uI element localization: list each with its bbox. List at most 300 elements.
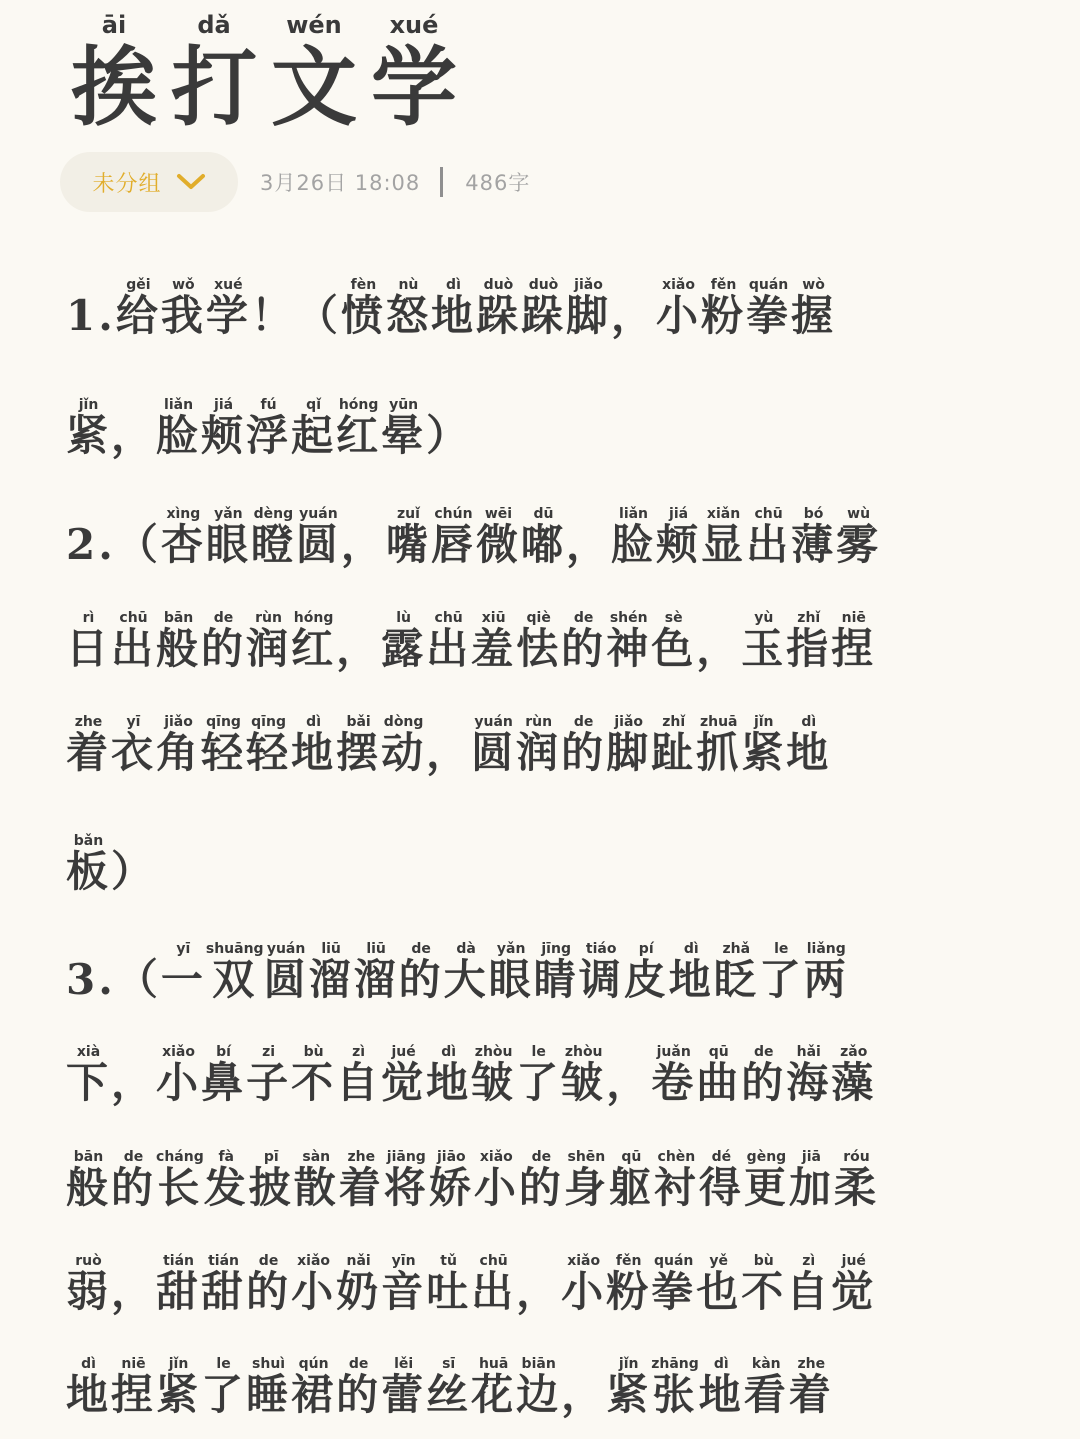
pinyin: bān <box>156 610 202 626</box>
pinyin: xiū <box>471 610 517 626</box>
pinyin: tiáo <box>578 941 624 957</box>
body-line <box>66 1357 834 1422</box>
annotated-char: 粉fěn <box>701 277 747 340</box>
title-pinyin: dǎ <box>197 11 231 39</box>
annotated-char: 溜liū <box>308 941 354 1004</box>
annotated-char: 晕yūn <box>381 397 427 460</box>
pinyin: tián <box>201 1253 247 1269</box>
pinyin: xìng <box>160 506 206 522</box>
title-hanzi: 打 <box>171 37 257 138</box>
pinyin: xiǎo <box>156 1044 202 1060</box>
pinyin: xiǎo <box>561 1253 607 1269</box>
pinyin: hóng <box>291 610 337 626</box>
annotated-char: 不bù <box>741 1253 787 1316</box>
annotated-char: 的de <box>336 1356 382 1419</box>
pinyin: dì <box>668 941 714 957</box>
annotated-char: 捏niē <box>111 1356 157 1419</box>
pinyin: de <box>111 1149 157 1165</box>
pinyin: dì <box>291 714 337 730</box>
annotated-char: 微wēi <box>475 506 521 569</box>
plain-text: ， <box>111 411 157 460</box>
annotated-char: 一yī <box>160 941 206 1004</box>
annotated-char: 自zì <box>786 1253 832 1316</box>
pinyin: pí <box>623 941 669 957</box>
pinyin: zhǐ <box>786 610 832 626</box>
plain-text: 2.（ <box>66 520 161 569</box>
annotated-char: 地dì <box>426 1044 472 1107</box>
plain-text: ！（ <box>250 291 341 340</box>
annotated-char: 地dì <box>430 277 476 340</box>
annotated-char: 地dì <box>786 714 832 777</box>
pinyin: dì <box>430 277 476 293</box>
annotated-char: 般bān <box>66 1149 112 1212</box>
annotated-char: 小xiǎo <box>473 1149 519 1212</box>
pinyin: liū <box>308 941 354 957</box>
annotated-char: 地dì <box>668 941 714 1004</box>
pinyin: chèn <box>653 1149 699 1165</box>
annotated-char: 的de <box>201 610 247 673</box>
annotated-char: 怯qiè <box>516 610 562 673</box>
pinyin: fěn <box>606 1253 652 1269</box>
annotated-char: 大dà <box>443 941 489 1004</box>
pinyin: de <box>336 1356 382 1372</box>
pinyin: tǔ <box>426 1253 472 1269</box>
body-line <box>66 507 881 572</box>
pinyin: wù <box>836 506 882 522</box>
annotated-char: 颊jiá <box>656 506 702 569</box>
annotated-char: 拳quán <box>746 277 792 340</box>
pinyin: zǎo <box>831 1044 877 1060</box>
pinyin: fú <box>246 397 292 413</box>
pinyin: jiǎo <box>566 277 612 293</box>
annotated-char: 杏xìng <box>160 506 206 569</box>
pinyin: yī <box>111 714 157 730</box>
annotated-char: 浮fú <box>246 397 292 460</box>
annotated-char: 润rùn <box>246 610 292 673</box>
plain-text: ， <box>111 1058 157 1107</box>
annotated-char: 起qǐ <box>291 397 337 460</box>
plain-text: ， <box>426 728 472 777</box>
annotated-char: 身shēn <box>563 1149 609 1212</box>
pinyin: jué <box>381 1044 427 1060</box>
annotated-char: 小xiǎo <box>656 277 702 340</box>
plain-text: ， <box>336 624 382 673</box>
pinyin: bǎi <box>336 714 382 730</box>
pinyin: pī <box>248 1149 294 1165</box>
pinyin: jiǎo <box>156 714 202 730</box>
annotated-char: 皱zhòu <box>561 1044 607 1107</box>
annotated-char: 轻qīng <box>201 714 247 777</box>
pinyin: jǐn <box>606 1356 652 1372</box>
annotated-char: 娇jiāo <box>428 1149 474 1212</box>
annotated-char: 了le <box>516 1044 562 1107</box>
annotated-char: 花huā <box>471 1356 517 1419</box>
pinyin: sī <box>426 1356 472 1372</box>
annotated-char: 着zhe <box>788 1356 834 1419</box>
annotated-char: 颊jiá <box>201 397 247 460</box>
pinyin: shēn <box>563 1149 609 1165</box>
annotated-char: 蕾lěi <box>381 1356 427 1419</box>
pinyin: zhe <box>338 1149 384 1165</box>
pinyin: wēi <box>475 506 521 522</box>
annotated-char: 调tiáo <box>578 941 624 1004</box>
pinyin: yě <box>696 1253 742 1269</box>
annotated-char: 张zhāng <box>651 1356 699 1419</box>
pinyin: hǎi <box>786 1044 832 1060</box>
title-hanzi: 文 <box>271 37 357 138</box>
annotated-char: 的de <box>741 1044 787 1107</box>
folder-name: 未分组 <box>92 171 162 197</box>
annotated-char: 趾zhǐ <box>651 714 697 777</box>
pinyin: dì <box>698 1356 744 1372</box>
pinyin: de <box>741 1044 787 1060</box>
plain-text: ， <box>340 520 386 569</box>
plain-text: ） <box>111 847 157 896</box>
annotated-char: 怒nù <box>385 277 431 340</box>
pinyin: dèng <box>250 506 296 522</box>
annotated-char: 奶nǎi <box>336 1253 382 1316</box>
plain-text: ， <box>561 1370 607 1419</box>
annotated-char: 板bǎn <box>66 833 112 896</box>
pinyin: zhòu <box>471 1044 517 1060</box>
annotated-char: 嘟dū <box>520 506 566 569</box>
pinyin: yǎn <box>488 941 534 957</box>
pinyin: jǐn <box>156 1356 202 1372</box>
annotated-char: 紧jǐn <box>66 397 112 460</box>
annotated-char: 着zhe <box>338 1149 384 1212</box>
pinyin: jiāng <box>383 1149 429 1165</box>
pinyin: dū <box>520 506 566 522</box>
annotated-char: 出chū <box>111 610 157 673</box>
pinyin: jiǎo <box>606 714 652 730</box>
annotated-char: 散sàn <box>293 1149 339 1212</box>
pinyin: dòng <box>381 714 427 730</box>
plain-text: ） <box>426 411 472 460</box>
note-date: 3月26日 18:08 <box>260 171 421 195</box>
pinyin: niē <box>111 1356 157 1372</box>
pinyin: dì <box>66 1356 112 1372</box>
annotated-char: 愤fèn <box>340 277 386 340</box>
title-pinyin: wén <box>286 11 342 39</box>
annotated-char: 了le <box>758 941 804 1004</box>
annotated-char: 般bān <box>156 610 202 673</box>
pinyin: nù <box>385 277 431 293</box>
pinyin: chún <box>430 506 476 522</box>
annotated-char: 脚jiǎo <box>606 714 652 777</box>
title-char <box>366 10 462 136</box>
annotated-char: 握wò <box>791 277 837 340</box>
pinyin: niē <box>831 610 877 626</box>
note-meta <box>60 152 530 212</box>
pinyin: duò <box>475 277 521 293</box>
pinyin: jǐn <box>66 397 112 413</box>
pinyin: jué <box>831 1253 877 1269</box>
pinyin: zhǐ <box>651 714 697 730</box>
pinyin: qū <box>696 1044 742 1060</box>
annotated-char: 脚jiǎo <box>566 277 612 340</box>
pinyin: chū <box>111 610 157 626</box>
annotated-char: 抓zhuā <box>696 714 742 777</box>
annotated-char: 藻zǎo <box>831 1044 877 1107</box>
pinyin: zi <box>246 1044 292 1060</box>
annotated-char: 拳quán <box>651 1253 697 1316</box>
pinyin: zhe <box>788 1356 834 1372</box>
annotated-char: 的de <box>518 1149 564 1212</box>
pinyin: shuāng <box>205 941 264 957</box>
pinyin: de <box>561 714 607 730</box>
plain-text: 1. <box>66 291 116 340</box>
annotated-char: 小xiǎo <box>561 1253 607 1316</box>
pinyin: zhuā <box>696 714 742 730</box>
annotated-char: 小xiǎo <box>291 1253 337 1316</box>
annotated-char: 角jiǎo <box>156 714 202 777</box>
annotated-char: 出chū <box>426 610 472 673</box>
annotated-char: 衣yī <box>111 714 157 777</box>
annotated-char: 卷juǎn <box>651 1044 697 1107</box>
annotated-char: 眨zhǎ <box>713 941 759 1004</box>
annotated-char: 脸liǎn <box>611 506 657 569</box>
pinyin: jiā <box>788 1149 834 1165</box>
annotated-char: 鼻bí <box>201 1044 247 1107</box>
annotated-char: 甜tián <box>156 1253 202 1316</box>
pinyin: zhe <box>66 714 111 730</box>
annotated-char: 嘴zuǐ <box>385 506 431 569</box>
pinyin: hóng <box>336 397 382 413</box>
annotated-char: 学xué <box>205 277 251 340</box>
pinyin: wǒ <box>160 277 206 293</box>
pinyin: xiǎn <box>701 506 747 522</box>
pinyin: de <box>561 610 607 626</box>
pinyin: cháng <box>156 1149 204 1165</box>
pinyin: nǎi <box>336 1253 382 1269</box>
body-line <box>66 398 471 463</box>
annotated-char: 皮pí <box>623 941 669 1004</box>
pinyin: zhāng <box>651 1356 699 1372</box>
pinyin: de <box>246 1253 292 1269</box>
annotated-char: 薄bó <box>791 506 837 569</box>
annotated-char: 的de <box>111 1149 157 1212</box>
pinyin: bān <box>66 1149 111 1165</box>
pinyin: jiāo <box>428 1149 474 1165</box>
annotated-char: 指zhǐ <box>786 610 832 673</box>
pinyin: rì <box>66 610 112 626</box>
pinyin: dì <box>426 1044 472 1060</box>
annotated-char: 音yīn <box>381 1253 427 1316</box>
body-line <box>66 611 876 676</box>
annotated-char: 下xià <box>66 1044 112 1107</box>
pinyin: rùn <box>516 714 562 730</box>
pinyin: bǎn <box>66 833 111 849</box>
pinyin: qún <box>291 1356 337 1372</box>
annotated-char: 跺duò <box>475 277 521 340</box>
pinyin: qīng <box>201 714 247 730</box>
pinyin: qū <box>608 1149 654 1165</box>
annotated-char: 紧jǐn <box>156 1356 202 1419</box>
annotated-char: 润rùn <box>516 714 562 777</box>
folder-selector[interactable] <box>60 152 238 212</box>
annotated-char: 动dòng <box>381 714 427 777</box>
annotated-char: 得dé <box>698 1149 744 1212</box>
pinyin: dà <box>443 941 489 957</box>
pinyin: róu <box>833 1149 879 1165</box>
plain-text: 3.（ <box>66 955 161 1004</box>
body-line <box>66 834 156 899</box>
annotated-char: 色sè <box>651 610 697 673</box>
plain-text: ， <box>606 1058 652 1107</box>
pinyin: fèn <box>340 277 386 293</box>
title-pinyin: āi <box>101 11 127 39</box>
annotated-char: 雾wù <box>836 506 882 569</box>
annotated-char: 圆yuán <box>295 506 341 569</box>
annotated-char: 将jiāng <box>383 1149 429 1212</box>
annotated-char: 曲qū <box>696 1044 742 1107</box>
title-hanzi: 挨 <box>71 37 157 138</box>
pinyin: liǎn <box>611 506 657 522</box>
annotated-char: 神shén <box>606 610 652 673</box>
annotated-char: 长cháng <box>156 1149 204 1212</box>
annotated-char: 不bù <box>291 1044 337 1107</box>
annotated-char: 日rì <box>66 610 112 673</box>
pinyin: shuì <box>246 1356 292 1372</box>
pinyin: xiǎo <box>656 277 702 293</box>
pinyin: le <box>758 941 804 957</box>
annotated-char: 圆yuán <box>471 714 517 777</box>
pinyin: le <box>516 1044 562 1060</box>
pinyin: zì <box>336 1044 382 1060</box>
annotated-char: 眼yǎn <box>488 941 534 1004</box>
annotated-char: 的de <box>561 610 607 673</box>
annotated-char: 显xiǎn <box>701 506 747 569</box>
pinyin: zuǐ <box>385 506 431 522</box>
annotated-char: 边biān <box>516 1356 562 1419</box>
pinyin: gěi <box>115 277 161 293</box>
annotated-char: 发fà <box>203 1149 249 1212</box>
annotated-char: 眼yǎn <box>205 506 251 569</box>
annotated-char: 红hóng <box>291 610 337 673</box>
annotated-char: 摆bǎi <box>336 714 382 777</box>
pinyin: chū <box>426 610 472 626</box>
pinyin: yǎn <box>205 506 251 522</box>
pinyin: liū <box>353 941 399 957</box>
pinyin: ruò <box>66 1253 111 1269</box>
meta-divider <box>440 167 443 197</box>
pinyin: le <box>201 1356 247 1372</box>
annotated-char: 睡shuì <box>246 1356 292 1419</box>
annotated-char: 脸liǎn <box>156 397 202 460</box>
pinyin: yī <box>160 941 206 957</box>
annotated-char: 的de <box>561 714 607 777</box>
pinyin: huā <box>471 1356 517 1372</box>
body-line <box>66 1150 879 1215</box>
pinyin: fěn <box>701 277 747 293</box>
annotated-char: 子zi <box>246 1044 292 1107</box>
pinyin: zì <box>786 1253 832 1269</box>
pinyin: gèng <box>743 1149 789 1165</box>
pinyin: duò <box>520 277 566 293</box>
pinyin: de <box>201 610 247 626</box>
pinyin: shén <box>606 610 652 626</box>
annotated-char: 玉yù <box>741 610 787 673</box>
annotated-char: 出chū <box>471 1253 517 1316</box>
annotated-char: 跺duò <box>520 277 566 340</box>
pinyin: qīng <box>246 714 292 730</box>
pinyin: liǎn <box>156 397 202 413</box>
chevron-down-icon <box>176 173 206 191</box>
pinyin: jiá <box>656 506 702 522</box>
annotated-char: 皱zhòu <box>471 1044 517 1107</box>
annotated-char: 小xiǎo <box>156 1044 202 1107</box>
pinyin: biān <box>516 1356 562 1372</box>
annotated-char: 红hóng <box>336 397 382 460</box>
annotated-char: 睛jīng <box>533 941 579 1004</box>
annotated-char: 躯qū <box>608 1149 654 1212</box>
pinyin: bó <box>791 506 837 522</box>
pinyin: dì <box>786 714 832 730</box>
pinyin: kàn <box>743 1356 789 1372</box>
body-line <box>66 715 831 780</box>
annotated-char: 紧jǐn <box>606 1356 652 1419</box>
annotated-char: 粉fěn <box>606 1253 652 1316</box>
annotated-char: 裙qún <box>291 1356 337 1419</box>
annotated-char: 紧jǐn <box>741 714 787 777</box>
plain-text: ， <box>611 291 657 340</box>
plain-text: ， <box>566 520 612 569</box>
pinyin: wò <box>791 277 837 293</box>
pinyin: chū <box>471 1253 517 1269</box>
annotated-char: 轻qīng <box>246 714 292 777</box>
pinyin: yuán <box>263 941 309 957</box>
annotated-char: 衬chèn <box>653 1149 699 1212</box>
annotated-char: 弱ruò <box>66 1253 112 1316</box>
pinyin: quán <box>651 1253 697 1269</box>
pinyin: bù <box>741 1253 787 1269</box>
annotated-char: 羞xiū <box>471 610 517 673</box>
annotated-char: 甜tián <box>201 1253 247 1316</box>
pinyin: fà <box>203 1149 249 1165</box>
pinyin: xiǎo <box>291 1253 337 1269</box>
pinyin: zhǎ <box>713 941 759 957</box>
annotated-char: 了le <box>201 1356 247 1419</box>
annotated-char: 瞪dèng <box>250 506 296 569</box>
annotated-char: 地dì <box>291 714 337 777</box>
pinyin: yīn <box>381 1253 427 1269</box>
pinyin: jǐn <box>741 714 787 730</box>
pinyin: yuán <box>295 506 341 522</box>
annotated-char: 露lù <box>381 610 427 673</box>
annotated-char: 唇chún <box>430 506 476 569</box>
pinyin: tián <box>156 1253 202 1269</box>
annotated-char: 给gěi <box>115 277 161 340</box>
title-char <box>166 10 262 136</box>
pinyin: bù <box>291 1044 337 1060</box>
annotated-char: 捏niē <box>831 610 877 673</box>
annotated-char: 觉jué <box>831 1253 877 1316</box>
plain-text: ， <box>111 1267 157 1316</box>
pinyin: lěi <box>381 1356 427 1372</box>
annotated-char: 圆yuán <box>263 941 309 1004</box>
annotated-char: 出chū <box>746 506 792 569</box>
annotated-char: 着zhe <box>66 714 112 777</box>
pinyin: sè <box>651 610 697 626</box>
pinyin: rùn <box>246 610 292 626</box>
annotated-char: 地dì <box>698 1356 744 1419</box>
body-line <box>66 1254 876 1319</box>
annotated-char: 披pī <box>248 1149 294 1212</box>
pinyin: xiǎo <box>473 1149 519 1165</box>
pinyin: yuán <box>471 714 517 730</box>
pinyin: liǎng <box>803 941 849 957</box>
title-char <box>266 10 362 136</box>
